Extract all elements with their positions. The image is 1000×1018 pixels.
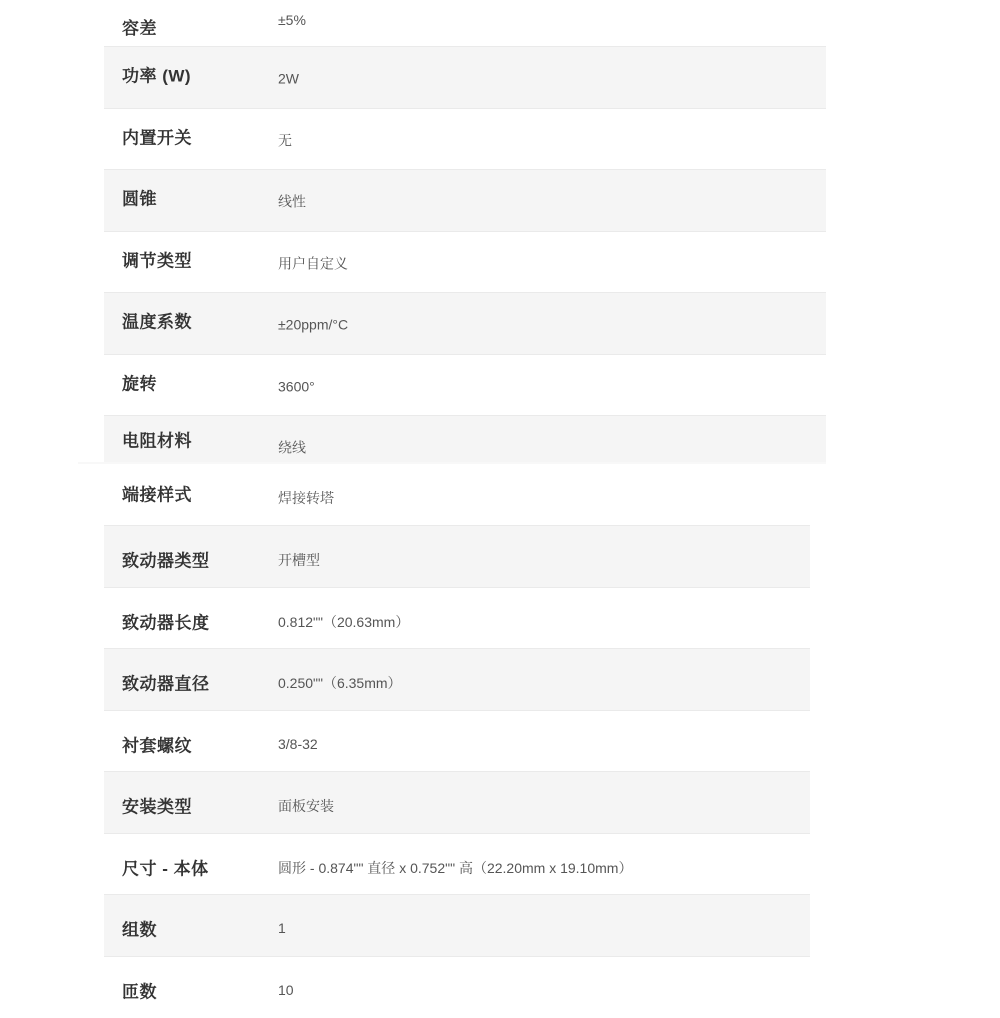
spec-row-actuator-length xyxy=(104,588,810,650)
spec-value: 线性 xyxy=(278,192,306,212)
spec-value: 10 xyxy=(278,982,294,998)
spec-row-gangs xyxy=(104,895,810,957)
spec-label: 致动器类型 xyxy=(122,547,210,572)
spec-row-bushing-thread xyxy=(104,711,810,773)
spec-label: 尺寸 - 本体 xyxy=(122,854,209,879)
spec-row-temp-coeff xyxy=(104,293,826,355)
spec-value: 无 xyxy=(278,130,292,150)
spec-label: 圆锥 xyxy=(122,185,157,210)
spec-label: 内置开关 xyxy=(122,123,192,148)
spec-label: 端接样式 xyxy=(122,481,192,506)
spec-table-bottom xyxy=(104,464,810,1018)
spec-row-termination xyxy=(104,464,810,526)
spec-row-body-size xyxy=(104,834,810,896)
spec-label: 安装类型 xyxy=(122,793,192,818)
spec-label: 衬套螺纹 xyxy=(122,731,192,756)
spec-table-top xyxy=(104,0,826,462)
spec-value: ±20ppm/°C xyxy=(278,317,348,333)
spec-value: 0.812""（20.63mm） xyxy=(278,612,409,632)
spec-row-mounting-type xyxy=(104,772,810,834)
spec-row-actuator-type xyxy=(104,526,810,588)
spec-value: 面板安装 xyxy=(278,796,334,816)
spec-label: 组数 xyxy=(122,916,157,941)
spec-label: 致动器长度 xyxy=(122,608,210,633)
spec-label: 致动器直径 xyxy=(122,670,210,695)
spec-row-taper xyxy=(104,170,826,232)
spec-row-tolerance xyxy=(104,0,826,47)
spec-value: 用户自定义 xyxy=(278,253,348,273)
spec-label: 容差 xyxy=(122,14,157,39)
spec-row-resistance-material xyxy=(104,416,826,462)
spec-value: 开槽型 xyxy=(278,550,320,570)
spec-row-power xyxy=(104,47,826,109)
spec-row-actuator-diameter xyxy=(104,649,810,711)
spec-label: 匝数 xyxy=(122,978,157,1003)
spec-value: 0.250""（6.35mm） xyxy=(278,673,402,693)
spec-label: 调节类型 xyxy=(122,246,192,271)
spec-label: 功率 (W) xyxy=(122,62,191,87)
spec-value: 3/8-32 xyxy=(278,736,318,752)
spec-value: 焊接转塔 xyxy=(278,488,334,508)
spec-label: 温度系数 xyxy=(122,308,192,333)
spec-row-adjust-type xyxy=(104,232,826,294)
spec-value: 圆形 - 0.874"" 直径 x 0.752"" 高（22.20mm x 19.10mm） xyxy=(278,858,632,878)
spec-value: 2W xyxy=(278,71,299,87)
spec-row-rotation xyxy=(104,355,826,417)
spec-value: ±5% xyxy=(278,12,306,28)
spec-row-switch xyxy=(104,109,826,171)
spec-row-turns xyxy=(104,957,810,1018)
spec-label: 旋转 xyxy=(122,369,157,394)
spec-value: 1 xyxy=(278,920,286,936)
spec-value: 绕线 xyxy=(278,438,306,458)
spec-value: 3600° xyxy=(278,378,315,394)
spec-label: 电阻材料 xyxy=(122,427,192,452)
